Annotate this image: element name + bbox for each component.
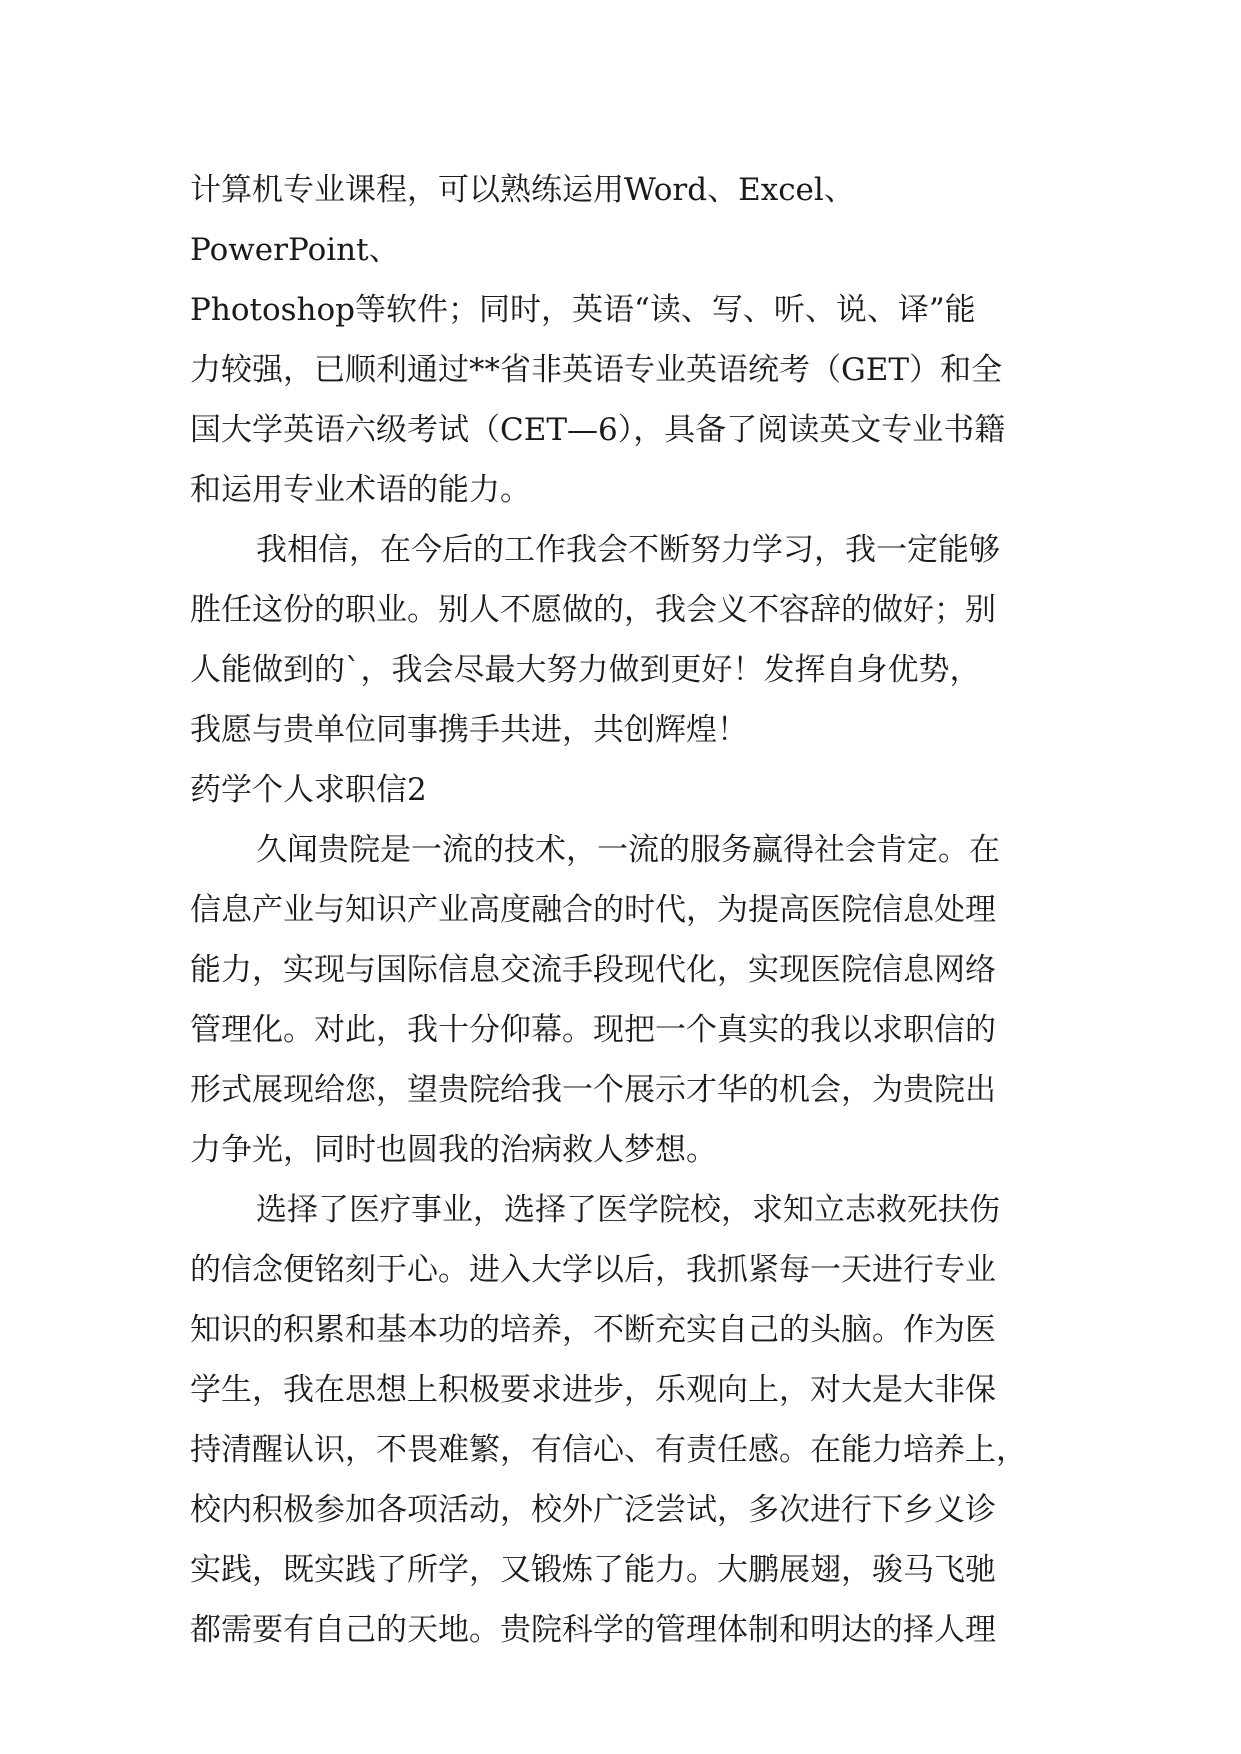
- paragraph-education: 选择了医疗事业，选择了医学院校，求知立志救死扶伤 的信念便铭刻于心。进入大学以后，我抓紧每一天进行专业 知识的积累和基本功的培养，不断充实自己的头脑。作为医 学生，我在思想上积极要求进步，乐观向上，对大是大非保 持清醒认识，不畏难繁，有信心、有责任感。在能力培养上， 校内积极参加各项活动，校外广泛尝试，多次进行下乡义诊 实践，既实践了所学，又锻炼了能力。大鹏展翅，骏马飞驰 都需要有自己的天地。贵院科学的管理体制和明达的择人理: [190, 1192, 1027, 1648]
- document-body: [190, 160, 1050, 1660]
- paragraph-commitment: 我相信，在今后的工作我会不断努力学习，我一定能够 胜任这份的职业。别人不愿做的，我会义不容辞的做好；别 人能做到的`，我会尽最大努力做到更好！发挥自身优势， 我愿与贵单位同事携手共进，共创辉煌！: [190, 532, 1000, 748]
- paragraph-skills: 计算机专业课程，可以熟练运用Word、Excel、PowerPoint、 Photoshop等软件；同时，英语“读、写、听、说、译”能 力较强，已顺利通过**省非英语专业英语统考（GET）和全 国大学英语六级考试（CET—6），具备了阅读英文专业书籍 和运用专业术语的能力。: [190, 172, 1006, 508]
- paragraph-introduction: 久闻贵院是一流的技术，一流的服务赢得社会肯定。在 信息产业与知识产业高度融合的时代，为提高医院信息处理 能力，实现与国际信息交流手段现代化，实现医院信息网络 管理化。对此，我十分仰幕。现把一个真实的我以求职信的 形式展现给您，望贵院给我一个展示才华的机会，为贵院出 力争光，同时也圆我的治病救人梦想。: [190, 832, 1000, 1168]
- section-title: 药学个人求职信2: [190, 772, 427, 808]
